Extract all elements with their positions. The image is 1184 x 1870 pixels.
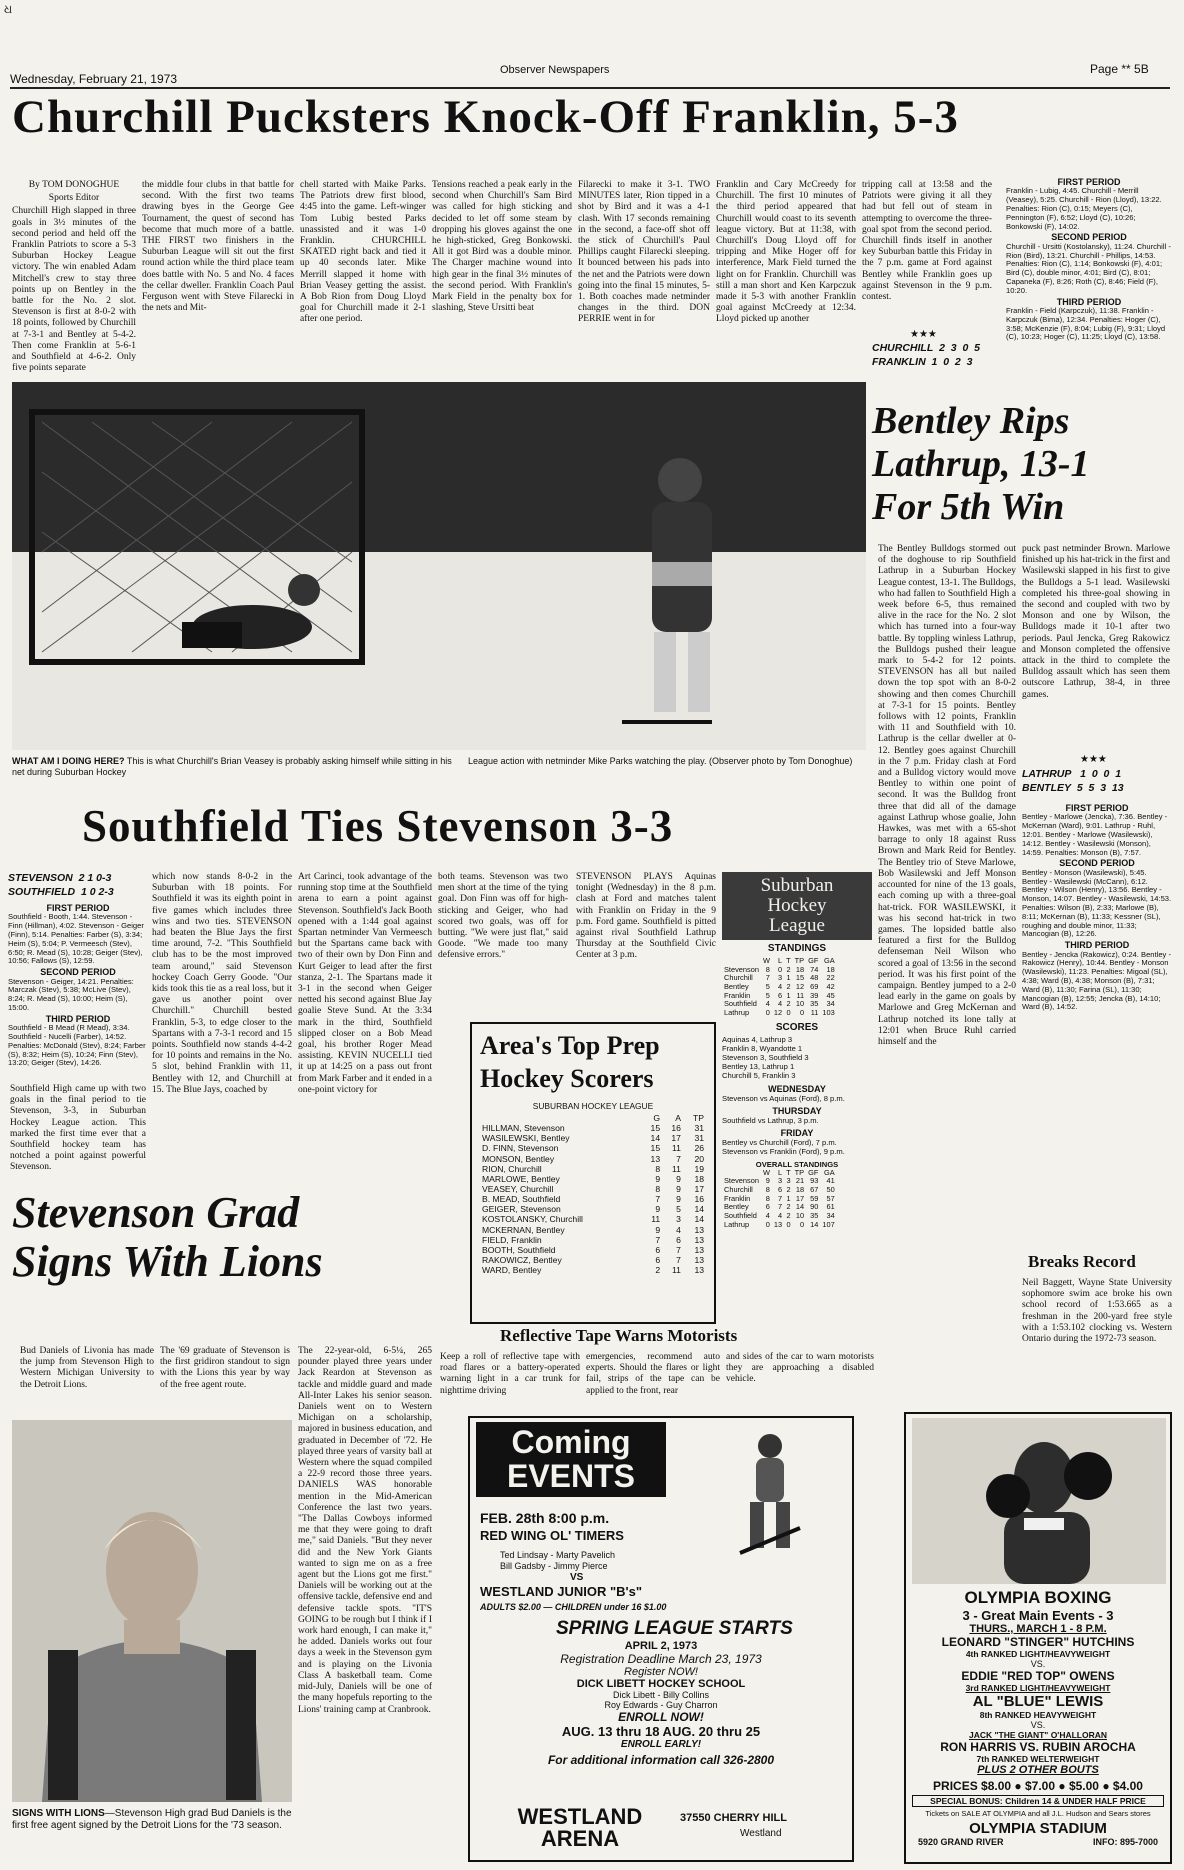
story1-col5: Filarecki to make it 3-1. TWO MINUTES later, Rion tipped in a shot by Bird and it was a 4-1 clash. With 17 seconds remaining in the second, a face-off shot off the stick of Churchill's Paul Phillips caught Filarecki sleeping. It bounced between his pads into the net and the Patriots were down going into the final 15 minutes, 5-1. Both coaches made netminder changes in the third. DON PERRIE went in for — [578, 180, 710, 325]
boxing-prices: PRICES $8.00 ● $7.00 ● $5.00 ● $4.00 — [933, 1779, 1143, 1793]
overall-row: Churchill 8 6 2 18 67 50 — [724, 1184, 835, 1194]
arena-prices: ADULTS $2.00 — CHILDREN under 16 $1.00 — [480, 1602, 667, 1612]
instructors-2: Roy Edwards - Guy Charron — [604, 1700, 718, 1710]
daniels-caption — [12, 1808, 292, 1832]
score-item: Franklin 8, Wyandotte 1 — [722, 1044, 803, 1054]
arena-vs: VS — [570, 1572, 584, 1583]
scorers-league: SUBURBAN HOCKEY LEAGUE — [532, 1101, 654, 1111]
story1-col7: tripping call at 13:58 and the Patriots were giving it all they had but fell out of steam in attempting to overcome the three-goal spot from the second period. Churchill finds itself in another key Suburban battle this Friday in the 7 p.m. game at Ford against Bentley while Franklin goes up against Stevenson in the 9 p.m. contest. — [862, 180, 992, 303]
photo1-caption-cont: League action with netminder Mike Parks watching the play. (Observer photo by Tom Donoghue) — [468, 756, 853, 766]
boxing-vs-1: VS. — [1030, 1659, 1046, 1669]
story1-col3: chell started with Maike Parks. The Patriots drew first blood, 4:45 into the game. Left-winger Tom Lubig bested Parks unassisted and it was 1-0 Franklin. CHURCHILL SKATED right back and tied it up 40 seconds later. Mike Merrill slapped it home with Brian Veasey getting the assist. A Bob Rion from Doug Lloyd goal for Churchill made it 2-1 after one period. — [300, 180, 426, 325]
period-heading: FIRST PERIOD — [46, 903, 110, 913]
standings-title: STANDINGS — [767, 942, 827, 954]
westland-juniors: WESTLAND JUNIOR "B's" — [480, 1584, 643, 1599]
bentley-summary — [1022, 802, 1172, 1250]
arena-city: Westland — [740, 1828, 782, 1839]
spring-date: APRIL 2, 1973 — [624, 1640, 698, 1652]
period-heading: FIRST PERIOD — [1065, 803, 1129, 813]
spring-league: SPRING LEAGUE STARTS — [556, 1618, 793, 1639]
scorers-title: Area's Top Prep Hockey Scorers — [480, 1031, 660, 1093]
scorer-row: D. FINN, Stevenson 15 11 26 — [482, 1143, 704, 1154]
breaks-record-headline: Breaks Record — [1028, 1252, 1136, 1271]
period-heading: SECOND PERIOD — [40, 967, 116, 978]
standings-row: Franklin 5 6 1 11 39 45 — [724, 990, 835, 1000]
period-text: Bentley - Monson (Wasilewski), 5:45. Bentley - Wasilewski (McCann), 6:12. Bentley - Wilson (Henry), 13:56. Bentley - Monson, 14:07. Bentley - Wasilewski, 14:53. Penalties: Wilson (B), 2:33; Marlowe (B), 8:11; McKernan (B), 11:33; Kessner (SL), roughing and double minor, 11:33; Mancogian (B), 12:26. — [1022, 867, 1172, 939]
other-bouts: PLUS 2 OTHER BOUTS — [977, 1764, 1099, 1776]
page-date: Wednesday, February 21, 1973 — [10, 72, 177, 86]
wednesday-title: WEDNESDAY — [768, 1083, 826, 1094]
bentley-col1: The Bentley Bulldogs stormed out of the doghouse to rip Southfield Lathrup in a Suburban Hockey League contest, 13-1. The Bulldogs, who had fallen to Southfield High a week before 6-5, thus remained alive in the race for the No. 2 slot which has turned into a four-way battle. By toppling winless Lathrup, the Bulldogs pushed their league mark to 5-4-2 for 12 points. STEVENSON has all but nailed down the top spot with an 8-0-2 showing and then comes Churchill at 7-3-1 for 15 points. Bentley follows with 12 points, Franklin with 11 and Southfield with 10. Lathrup is the cellar dweller at 0-12. Bentley goes against Churchill in the 7 p.m. Friday clash at Ford and a Bulldog victory would move Bentley to within one point of second. It was the Bulldog front three that did all of the damage against Lathrup whose goalie, John Hawkes, was met with a 65-shot barrage to only 18 against Russ Brown and Mark Reid for Bentley. The Bentley trio of Steve Marlowe, Bob Wasilewski and Jeff Monson accounted for nine of the 13 goals, each coming up with a three-goal hat-trick. FOR WASILEWSKI, it was his second hat-trick in two games. The lopsided battle also featured a first for the Bulldog defenseman Neil Wilson who scored a goal of 13:56 in the second period. It was his first point of the campaign. Bentley jumped to a 2-0 lead early in the game on goals by Marlowe and Greg McKernan and Lathrup notched its lone tally at 12:01 when Bruce Ruhl carried himself and the — [878, 544, 1016, 1047]
scorer-row: MONSON, Bentley 13 7 20 — [482, 1153, 704, 1164]
score-item: Aquinas 4, Lathrup 3 — [722, 1034, 793, 1044]
standings-row: Stevenson 8 0 2 18 74 18 — [724, 964, 835, 974]
fighter-owens: EDDIE "RED TOP" OWENS — [961, 1669, 1115, 1683]
stadium-address: 5920 GRAND RIVER — [918, 1837, 1004, 1847]
linescore-row: SOUTHFIELD 1 0 2-3 — [8, 885, 114, 898]
publication-name: Observer Newspapers — [500, 64, 610, 76]
caption-lead: WHAT AM I DOING HERE? — [12, 756, 125, 766]
arena-address: 37550 CHERRY HILL — [680, 1812, 787, 1824]
bentley-stars: ★★★ — [1080, 754, 1107, 765]
standings-row: Churchill 7 3 1 15 48 22 — [724, 973, 835, 983]
wednesday-game: Stevenson vs Aquinas (Ford), 8 p.m. — [722, 1093, 845, 1103]
byline-title: Sports Editor — [48, 193, 100, 204]
period-heading: THIRD PERIOD — [1056, 296, 1122, 307]
thursday-title: THURSDAY — [772, 1105, 822, 1116]
southfield-col3: Art Carinci, took advantage of the running stop time at the Southfield arena to earn a point against Stevenson. Southfield's Jack Booth opened with a 1:44 goal against Spartan netminder Van Vermeesch but the Spartans came back with two of their own by Don Finn and Kurt Geiger to lead after the first stanza, 2-1. The Spartans made it 3-1 in the second when Geiger netted his second against Blue Jay goalie Steve Sund. At the 3:34 mark in the third, Southfield slipped closer on a Bob Mead goal, his brother Roger Mead assisting. KEVIN NUCELLI tied it up at 14:25 on a pass out front from Mark Farber and it ended in a one-point victory for — [298, 872, 432, 1095]
churchill-linescore — [872, 342, 996, 369]
breaks-record-text: Neil Baggett, Wayne State University sophomore swim ace broke his own school record of 1:53.665 as a freshman in the 200-yard free style with a 1:53.102 clocking vs. Western Ontario during the 1972-73 season. — [1022, 1278, 1172, 1345]
score-item: Churchill 5, Franklin 3 — [722, 1071, 796, 1081]
boxing-vs-2: VS. — [1030, 1720, 1046, 1730]
southfield-col5: STEVENSON PLAYS Aquinas tonight (Wednesday) in the 8 p.m. clash at Ford and matches talent with Franklin on Friday in the 9 p.m. Ford game. Southfield is pitted against rival Southfield Lathrup Thursday at the Southfield Civic Center at 3 p.m. — [576, 872, 716, 961]
score-item: Bentley 13, Lathrup 1 — [722, 1062, 795, 1072]
league-logo: Suburban Hockey League — [722, 872, 872, 940]
scorer-row: FIELD, Franklin 7 6 13 — [482, 1234, 704, 1245]
enroll-early: ENROLL EARLY! — [620, 1739, 702, 1750]
oldtimer-names-2: Bill Gadsby - Jimmy Pierce — [500, 1561, 608, 1571]
boxer-illustration — [912, 1418, 1166, 1584]
overall-table — [722, 1169, 837, 1230]
southfield-headline: Southfield Ties Stevenson 3-3 — [82, 801, 674, 851]
story1-stars: ★★★ — [910, 329, 937, 340]
westland-arena-ad — [468, 1416, 854, 1862]
standings-row: Lathrup 0 12 0 0 11 103 — [724, 1008, 835, 1018]
coming-events-banner: Coming EVENTS — [476, 1422, 666, 1497]
churchill-headline: Churchill Pucksters Knock-Off Franklin, 5-3 — [12, 91, 959, 143]
southfield-col4: both teams. Stevenson was two men short at the time of the tying goal. Don Finn was off for high-sticking and Geiger, who had scored two goals, was off for butting. "We were just flat," said Goode. "We made too many defensive errors." — [438, 872, 568, 961]
photo1-caption — [12, 756, 452, 778]
boxing-main-events: 3 - Great Main Events - 3 — [962, 1608, 1114, 1623]
score-item: Stevenson 3, Southfield 3 — [722, 1053, 809, 1063]
daniels-photo — [12, 1420, 292, 1802]
story1-col6: Franklin and Cary McCreedy for Churchill. The first 10 minutes of the third period appeared that Churchill would coast to its seventh league victory. But at 11:38, with Churchill's Doug Lloyd off for tripping and Mike Hoger off for interference, Mark Field turned the light on for Franklin. Churchill was still a man short and Ken Karpczuk made it 5-3 with another Franklin goal against McCreedy at 12:34. Lloyd picked up another — [716, 180, 856, 325]
stevenson-grad-headline: Stevenson Grad Signs With Lions — [12, 1188, 323, 1287]
school-dates: AUG. 13 thru 18 AUG. 20 thru 25 — [561, 1724, 761, 1739]
boxing-title: OLYMPIA BOXING — [964, 1588, 1112, 1607]
bentley-linescore — [1022, 768, 1172, 795]
period-text: Southfield - Booth, 1:44. Stevenson - Finn (Hillman), 4:02. Stevenson - Geiger (Finn), 5:14. Penalties: Farber (S), 3:34; Heim (S), 5:04; P. Vermeesch (Stev), 6:50; R. Mead (S), 10:28; Geiger (Stev), 10:56; Fallows (S), 12:59. — [8, 912, 144, 966]
overall-row: Stevenson 9 3 3 21 93 41 — [724, 1176, 835, 1186]
churchill-summary — [1006, 176, 1172, 376]
period-heading: SECOND PERIOD — [1051, 232, 1127, 243]
registration-deadline: Registration Deadline March 23, 1973 — [560, 1652, 762, 1666]
tape-col1: Keep a roll of reflective tape with road flares or a battery-operated warning light in a car trunk for nighttime driving — [440, 1352, 580, 1396]
period-heading: THIRD PERIOD — [1064, 940, 1130, 951]
period-heading: FIRST PERIOD — [1057, 177, 1121, 187]
thursday-game: Southfield vs Lathrup, 3 p.m. — [722, 1115, 819, 1125]
scorer-row: HILLMAN, Stevenson 15 16 31 — [482, 1123, 704, 1134]
westland-arena-logo: WESTLAND ARENA — [517, 1804, 643, 1851]
top-scorers-box — [470, 1022, 716, 1324]
caption-text: This is what Churchill's Brian Veasey is probably asking himself while sitting in his net during Suburban Hockey — [12, 756, 452, 777]
scorer-row: RAKOWICZ, Bentley 6 7 13 — [482, 1254, 704, 1265]
register-now: Register NOW! — [624, 1666, 698, 1678]
fighter-ohalloran: JACK "THE GIANT" O'HALLORAN — [968, 1730, 1108, 1740]
friday-title: FRIDAY — [780, 1127, 814, 1138]
southfield-summary — [8, 902, 148, 1082]
boxing-date: THURS., MARCH 1 - 8 P.M. — [969, 1623, 1107, 1635]
fighter-harris-arocha: RON HARRIS VS. RUBIN AROCHA — [940, 1740, 1136, 1754]
standings-row: Southfield 4 4 2 10 35 34 — [724, 999, 835, 1009]
overall-title: OVERALL STANDINGS — [755, 1159, 839, 1169]
scorer-row: WARD, Bentley 2 11 13 — [482, 1265, 704, 1276]
linescore-row: STEVENSON 2 1 0-3 — [8, 872, 112, 884]
fighter-hutchins: LEONARD "STINGER" HUTCHINS — [941, 1635, 1135, 1649]
linescore-row: FRANKLIN 1 0 2 3 — [872, 355, 973, 368]
scorer-row: KOSTOLANSKY, Churchill 11 3 14 — [482, 1214, 704, 1225]
standings-table — [722, 957, 837, 1018]
scorer-row: BOOTH, Southfield 6 7 13 — [482, 1244, 704, 1255]
southfield-col2: which now stands 8-0-2 in the Suburban with 18 points. For Southfield it was its eighth point in five games which includes three wins and two ties. STEVENSON had beaten the Blue Jays the first time around, 7-2. "This Southfield club has to be the most improved team around," said Stevenson hockey Coach Gerry Goode. "Our kids took this tie as a real loss, but it gave us another point over Churchill." Churchill bested Franklin, 5-3, to edge closer to the Spartans with a 7-3-1 record and 15 points. Southfield now stands 4-4-2 for 10 points and remains in the No. 5 slot, behind Franklin with 11, Bentley with 12, and Churchill at 15. The Blue Jays, coached by — [152, 872, 292, 1095]
special-bonus: SPECIAL BONUS: Children 14 & UNDER HALF PRICE — [912, 1795, 1164, 1807]
southfield-col1: Southfield High came up with two goals in the final period to tie Stevenson, 3-3, in Suburban Hockey League action. This marked the first time ever that a Southfield hockey team has notched a point against powerful Stevenson. — [10, 1084, 146, 1173]
arena-info-line: For additional information call 326-2800 — [547, 1753, 775, 1767]
scorer-row: WASILEWSKI, Bentley 14 17 31 — [482, 1133, 704, 1144]
byline: By TOM DONOGHUE — [28, 180, 120, 190]
linescore-row: LATHRUP 1 0 0 1 — [1022, 768, 1122, 780]
standings-header-row: W L T TP GF GA — [762, 955, 835, 965]
ticket-info: Tickets on SALE AT OLYMPIA and all J.L. Hudson and Sears stores — [925, 1809, 1151, 1818]
hockey-goal-photo — [12, 382, 866, 750]
story1-text1: Churchill High slapped in three goals in 3½ minutes of the second period and held off the Franklin Patriots to score a 5-3 Suburban Hockey League victory. The win enabled Adam Mitchell's crew to stay three points up on Bentley in the battle for the No. 2 slot. Stevenson is first at 8-0-2 with 18 points, followed by Churchill at 7-3-1 and Bentley at 5-4-2. Then come Franklin at 5-6-1 and Southfield at 4-6-2. Only five points separate — [12, 206, 136, 374]
hockey-photo-illustration — [12, 382, 866, 750]
period-text: Stevenson - Geiger, 14:21. Penalties: Marczak (Stev), 5:38; McLive (Stev), 8:24; R. Mead (S), 10:00; Heim (S), 15:00. — [8, 976, 134, 1013]
scorer-row: VEASEY, Churchill 8 9 17 — [482, 1183, 704, 1194]
stadium-contact — [912, 1837, 1164, 1847]
scores-title: SCORES — [775, 1021, 819, 1033]
page-number: Page ** 5B — [1090, 62, 1149, 76]
overall-row: Lathrup 0 13 0 0 14 107 — [724, 1219, 835, 1229]
red-wing-oldtimers: RED WING OL' TIMERS — [480, 1528, 624, 1543]
linescore-row: CHURCHILL 2 3 0 5 — [872, 342, 980, 354]
bentley-col2: puck past netminder Brown. Marlowe finished up his hat-trick in the first and Wasilewski slapped in his first to give the Bulldogs a 5-1 lead. Wasilewski completed his three-goal showing in the second and coupled with two by Monson and one by Wilson, the Bulldogs made it 10-1 after two periods. Paul Jencka, Greg Rakowicz and Monson completed the offensive attack in the third to complete the Bulldog assault which has seen them outscore Lathrup, 38-4, in three games. — [1022, 544, 1170, 700]
hockey-player-icon — [730, 1428, 810, 1558]
tape-col2: emergencies, recommend auto experts. Should the flares or light fail, strips of the tape can be applied to the front, rear — [586, 1352, 720, 1396]
lions-col3: The 22-year-old, 6-5¼, 265 pounder played three years under Jack Reardon at Stevenson as tackle and middle guard and made All-Inter Lakes his senior season. Daniels went on to Western Michigan on a scholarship, majored in business education, and graduated in December of '72. He played three years of varsity ball at Western where the squad compiled a 22-9 record those three years. DANIELS WAS honorable mention in the Mid-American Conference the last two years. "The Dallas Cowboys informed me that they were going to draft me," said Daniels. "But they never did and the New York Giants wanted to sign me on as a free agent but the Lions got me first." Daniels will be working out at the offensive tackle, defensive end and defensive tackle spots. "IT'S GOING to be rough but I think if I work hard enough, I can make it," he added. Daniels works out four days a week in the Stevenson gym and is playing on the Livonia Class A basketball team. Come mid-July, Daniels will be one of the many hopefuls reporting to the Lions' training camp at Cranbrook. — [298, 1346, 432, 1715]
fighter-lewis: AL "BLUE" LEWIS — [972, 1693, 1104, 1710]
scorer-row: RION, Churchill 8 11 19 — [482, 1163, 704, 1174]
suburban-league-box — [722, 872, 872, 1312]
stadium-phone: INFO: 895-7000 — [1092, 1837, 1158, 1847]
tape-col3: and sides of the car to warn motorists they are approaching a disabled vehicle. — [726, 1352, 874, 1385]
scorer-row: GEIGER, Stevenson 9 5 14 — [482, 1204, 704, 1215]
period-text: Bentley - Jencka (Rakowicz), 0:24. Bentley - Rakowicz (Henry), 10:44. Bentley - Monson (Wasilewski), 11:23. Penalties: Migoal (SL), 4:38; Ward (B), 4:38; Monson (B), 7:31; Ward (B), 11:30; Farina (SL), 11:30; Mancogian (B), 12:55; Jencka (B), 14:10; Ward (B), 14:52. — [1022, 949, 1171, 1012]
period-text: Bentley - Marlowe (Jencka), 7:36. Bentley - McKernan (Ward), 9:01. Lathrup - Ruhl, 12:01. Bentley - Marlowe (Wasilewski), 14:12. Bentley - Wasilewski (Monson), 14:59. Penalties: Monson (B), 7:57. — [1022, 812, 1168, 857]
overall-row: Southfield 4 4 2 10 35 34 — [724, 1211, 835, 1221]
overall-header-row: W L T TP GF GA — [762, 1167, 835, 1177]
story1-col1 — [12, 180, 136, 376]
page-corner-mark: ଧ — [4, 2, 13, 16]
period-text: Franklin - Lubig, 4:45. Churchill - Merrill (Veasey), 5:25. Churchill - Rion (Lloyd), 13:22. Penalties: Rion (C), 0:15; Meyers (C), Pennington (F), 6:52; Lloyd (C), 10:26; Bonkowski (F), 14:02. — [1006, 186, 1162, 231]
reflective-tape-headline: Reflective Tape Warns Motorists — [500, 1326, 738, 1345]
overall-row: Franklin 8 7 1 17 59 57 — [724, 1193, 835, 1203]
oldtimer-names-1: Ted Lindsay - Marty Pavelich — [500, 1550, 616, 1560]
period-text: Churchill - Ursitti (Kostolansky), 11:24. Churchill - Rion (Bird), 13:21. Churchill - Phillips, 14:53. Penalties: Rion (C), 1:14; Bonkowski (F), 4:01; Bird (C), double minor, 4:01; Bird (C), 8:01; Capaneka (F), 8:26; Roth (C), 8:46; Field (F), 10:20. — [1006, 241, 1171, 295]
period-heading: THIRD PERIOD — [45, 1013, 111, 1024]
scorers-table — [480, 1113, 706, 1275]
olympia-stadium: OLYMPIA STADIUM — [969, 1820, 1107, 1837]
scorer-row: MCKERNAN, Bentley 9 4 13 — [482, 1224, 704, 1235]
overall-row: Bentley 6 7 2 14 90 61 — [724, 1202, 835, 1212]
fighter-owens-rank: 3rd RANKED LIGHT/HEAVYWEIGHT — [965, 1683, 1111, 1693]
daniels-photo-illustration — [12, 1420, 292, 1802]
linescore-row: BENTLEY 5 5 3 13 — [1022, 781, 1124, 794]
period-heading: SECOND PERIOD — [1059, 858, 1135, 869]
fighter-hutchins-rank: 4th RANKED LIGHT/HEAVYWEIGHT — [965, 1649, 1111, 1659]
friday-game: Stevenson vs Franklin (Ford), 9 p.m. — [722, 1146, 845, 1156]
friday-game: Bentley vs Churchill (Ford), 7 p.m. — [722, 1137, 837, 1147]
enroll-now: ENROLL NOW! — [618, 1710, 704, 1724]
hockey-school: DICK LIBETT HOCKEY SCHOOL — [576, 1678, 746, 1690]
story1-col2: the middle four clubs in that battle for second. With the first two teams drawing byes in the George Gee Tournament, the quest of second has become that much more of a battle. THE FIRST two finishers in the Suburban League will sit out the first round action while the third place team does battle with No. 5 and No. 4 faces the cellar dweller. Franklin Coach Paul Ferguson went with Steve Filarecki in the nets and Mit- — [142, 180, 294, 314]
period-text: Southfield - B Mead (R Mead), 3:34. Southfield - Nucelli (Farber), 14:52. Penalties: McDonald (Stev), 8:24; Farber (S), 8:32; Heim (S), 10:24; Finn (Stev), 13:20; Geiger (Stev), 14:26. — [8, 1023, 146, 1068]
caption-text: —Stevenson High grad Bud Daniels is the first free agent signed by the Detroit Lions for the '73 season. — [12, 1808, 292, 1831]
header-rule — [10, 87, 1170, 89]
boxer-photo — [912, 1418, 1164, 1584]
caption-lead: SIGNS WITH LIONS — [12, 1808, 105, 1819]
standings-row: Bentley 5 4 2 12 69 42 — [724, 982, 835, 992]
story1-col4: Tensions reached a peak early in the second when Churchill's Sam Bird was called for high sticking and decided to let off some steam by dropping his gloves against the one he high-sticked, Greg Bonkowski. All it got Bird was a double minor. The Charger machine wound into high gear in the final 3½ minutes of the second period. With Franklin's Mark Field in the penalty box for slashing, Steve Ursitti beat — [432, 180, 572, 314]
scorers-header-row: G A TP — [653, 1113, 704, 1123]
lions-col1: Bud Daniels of Livonia has made the jump from Stevenson High to Western Michigan University to the Detroit Lions. — [20, 1346, 154, 1390]
scorer-row: B. MEAD, Southfield 7 9 16 — [482, 1194, 704, 1205]
period-text: Franklin - Field (Karpczuk), 11:38. Franklin - Karpczuk (Bima), 12:34. Penalties: Hoger (C), 3:58; McKenzie (F), 8:04; Lubig (F), 9:31; Lloyd (C), 10:23; Hoger (C), 11:25; Lloyd (C), 13:58. — [1006, 306, 1166, 342]
bentley-headline: Bentley Rips Lathrup, 13-1 For 5th Win — [872, 400, 1090, 528]
southfield-linescore — [8, 872, 148, 899]
scores-list — [722, 1035, 872, 1081]
olympia-boxing-ad — [904, 1412, 1172, 1864]
instructors-1: Dick Libett - Billy Collins — [612, 1690, 710, 1700]
fighter-harris-rank: 7th RANKED WELTERWEIGHT — [976, 1754, 1100, 1764]
fighter-lewis-rank: 8th RANKED HEAVYWEIGHT — [979, 1710, 1097, 1720]
scorer-row: MARLOWE, Bentley 9 9 18 — [482, 1173, 704, 1184]
lions-col2: The '69 graduate of Stevenson is the first gridiron standout to sign with the Lions this year by way of the free agent route. — [160, 1346, 290, 1390]
arena-date-line: FEB. 28th 8:00 p.m. — [480, 1510, 610, 1526]
